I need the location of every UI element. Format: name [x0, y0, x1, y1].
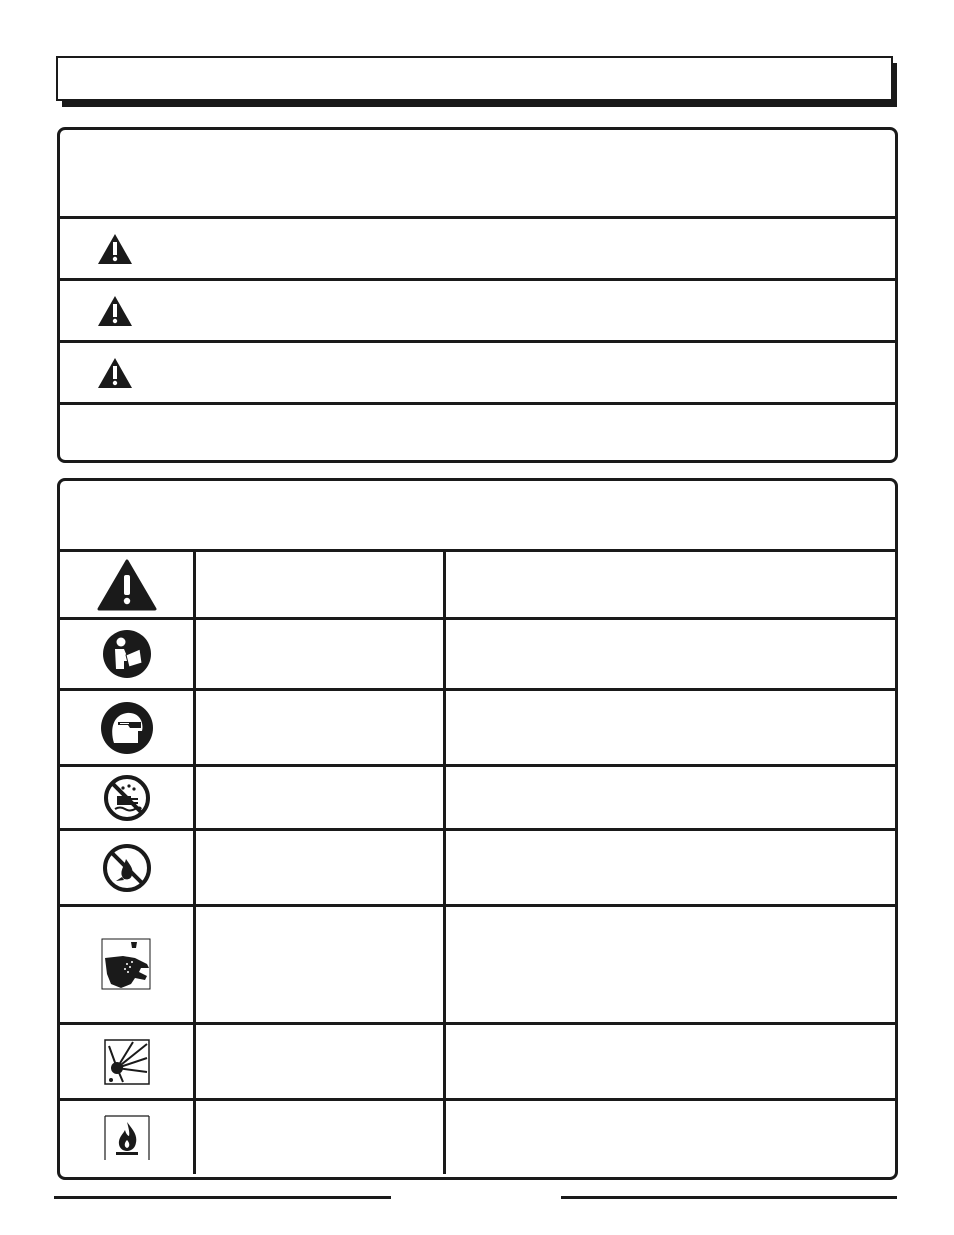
- symbol-meaning: [446, 767, 895, 828]
- signal-word-row: [60, 281, 895, 343]
- no-wet-conditions-icon: [60, 767, 196, 828]
- symbol-meaning: [446, 1101, 895, 1174]
- symbol-name: [196, 1025, 446, 1098]
- symbols-panel: [57, 478, 898, 1180]
- signal-word-row: [60, 219, 895, 281]
- symbol-name: [196, 552, 446, 617]
- symbol-row: [60, 831, 895, 907]
- read-manual-icon: [60, 620, 196, 688]
- warning-triangle-icon: [60, 233, 170, 265]
- symbol-name: [196, 767, 446, 828]
- symbol-meaning: [446, 620, 895, 688]
- symbol-row: [60, 767, 895, 831]
- symbol-meaning: [446, 1025, 895, 1098]
- symbol-meaning: [446, 691, 895, 764]
- symbol-name: [196, 907, 446, 1022]
- signal-words-panel: [57, 127, 898, 463]
- safety-alert-icon: [60, 552, 196, 617]
- symbols-intro: [60, 481, 895, 552]
- fire-icon: [60, 1101, 196, 1174]
- footer-rule-left: [54, 1196, 391, 1199]
- symbol-meaning: [446, 552, 895, 617]
- symbol-name: [196, 620, 446, 688]
- symbol-row: [60, 620, 895, 691]
- page-title: [56, 56, 893, 101]
- symbol-row: [60, 552, 895, 620]
- signal-word-row: [60, 405, 895, 459]
- symbol-row: [60, 691, 895, 767]
- no-open-flame-icon: [60, 831, 196, 904]
- signal-words-intro: [60, 130, 895, 219]
- footer-rule-right: [561, 1196, 897, 1199]
- symbol-meaning: [446, 907, 895, 1022]
- symbol-row: [60, 1025, 895, 1101]
- symbol-row: [60, 1101, 895, 1174]
- warning-triangle-icon: [60, 295, 170, 327]
- symbol-name: [196, 1101, 446, 1174]
- warning-triangle-icon: [60, 357, 170, 389]
- symbol-meaning: [446, 831, 895, 904]
- symbol-name: [196, 691, 446, 764]
- symbol-name: [196, 831, 446, 904]
- explosion-icon: [60, 1025, 196, 1098]
- signal-word-row: [60, 343, 895, 405]
- skin-injection-icon: [60, 907, 196, 1022]
- eye-protection-icon: [60, 691, 196, 764]
- symbol-row: [60, 907, 895, 1025]
